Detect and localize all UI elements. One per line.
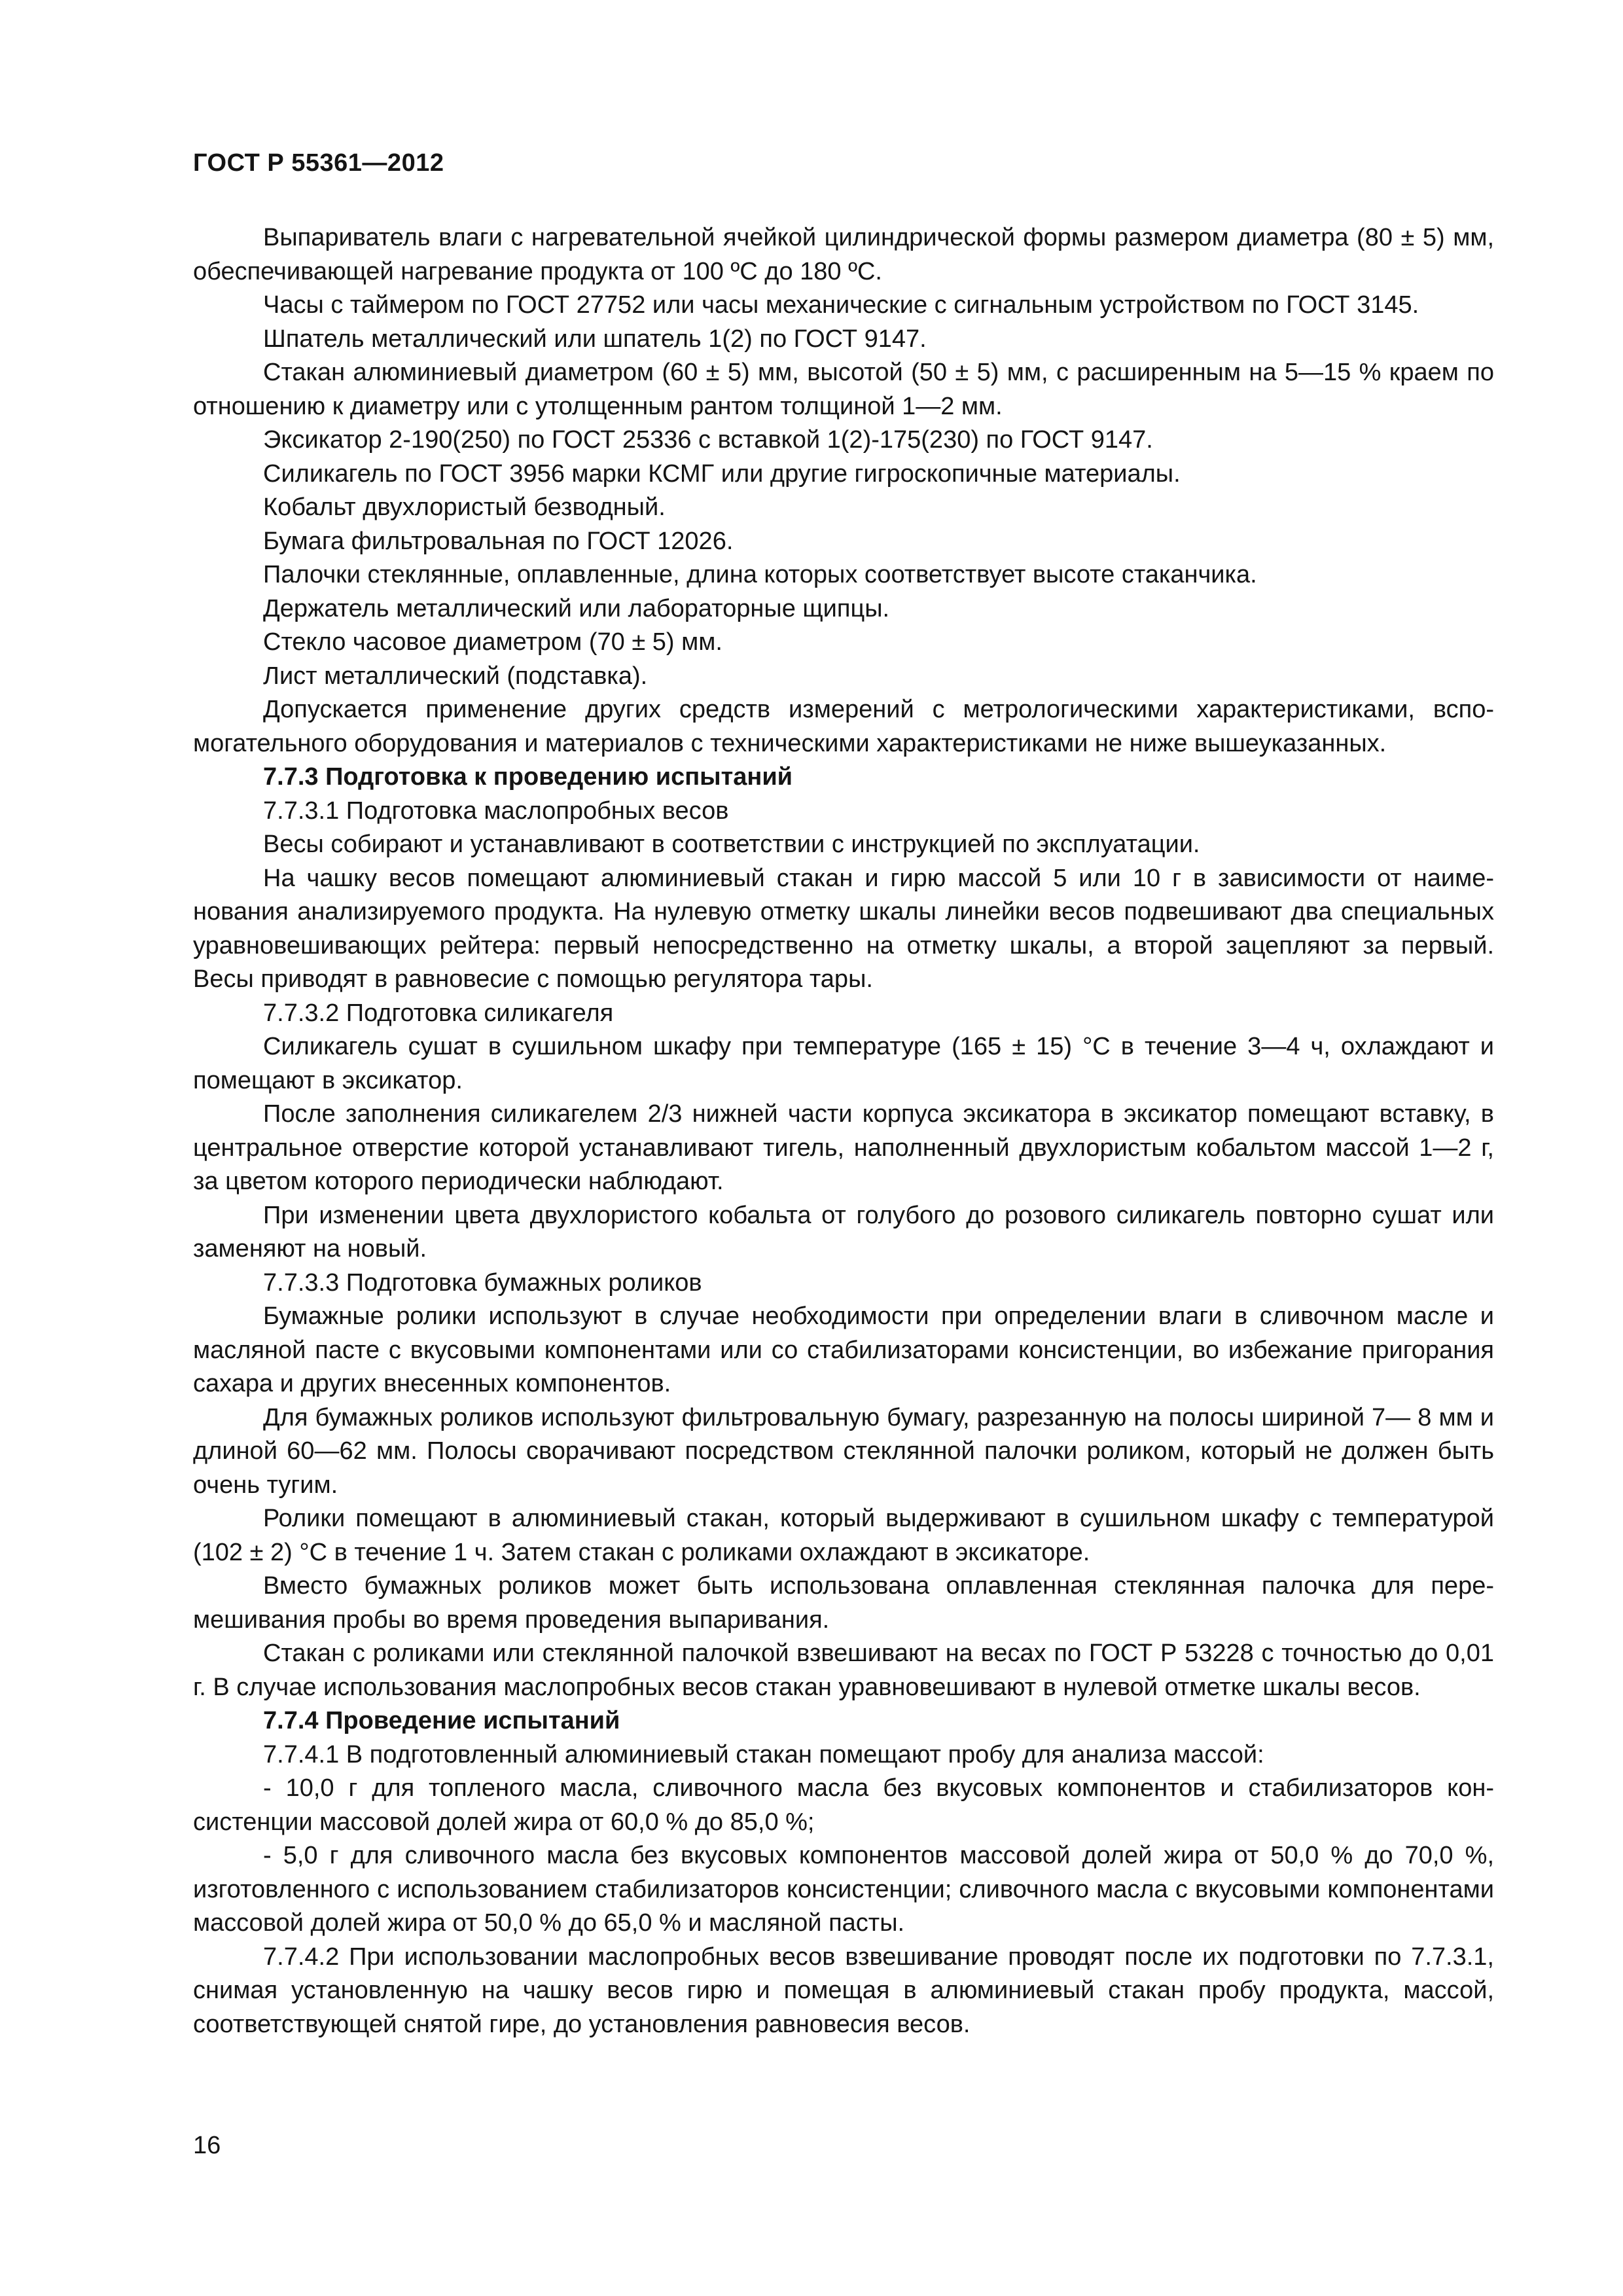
paragraph: 7.7.4.1 В подготовленный алюминиевый стакан помещают пробу для анализа массой: <box>263 1740 1264 1768</box>
paragraph: Ролики помещают в алюминиевый стакан, который выдерживают в сушильном шкафу с температурой (102 ± 2) °С в течение 1 ч. Затем стакан с роликами охлаждают в эксикаторе. <box>193 1505 1494 1566</box>
subsection-heading: 7.7.3.2 Подготовка силикагеля <box>263 999 614 1027</box>
document-header: ГОСТ Р 55361—2012 <box>193 149 444 177</box>
paragraph: Для бумажных роликов используют фильтровальную бумагу, разрезанную на полосы шириной 7— 8 мм и длиной 60—62 мм. Полосы сворачивают посредством стеклянной палочки роликом, который не должен быть очень тугим. <box>193 1403 1494 1499</box>
list-item: - 5,0 г для сливочного масла без вкусовых компонентов массовой долей жира от 50,0 % до 70,0 %, изготовленного с использованием стабилизаторов консистенции; сливочного масла с вкусовыми компонентами массовой долей жира от 50,0 % до 65,0 % и масляной пасты. <box>193 1842 1494 1937</box>
page-number: 16 <box>193 2132 221 2159</box>
paragraph: Эксикатор 2-190(250) по ГОСТ 25336 с вставкой 1(2)-175(230) по ГОСТ 9147. <box>263 426 1153 454</box>
paragraph: Стекло часовое диаметром (70 ± 5) мм. <box>263 628 722 656</box>
paragraph: Допускается применение других средств измерений с метрологическими характеристиками, вспомогательного оборудования и материалов с техническими характеристиками не ниже вышеуказанных. <box>193 696 1494 757</box>
paragraph: Выпариватель влаги с нагревательной ячейкой цилиндрической формы размером диаметра (80 ± 5) мм, обеспечивающей нагревание продукта от 100 ºС до 180 ºС. <box>193 224 1494 285</box>
paragraph: Лист металлический (подставка). <box>263 662 648 690</box>
paragraph: 7.7.4.2 При использовании маслопробных весов взвешивание проводят после их подготовки по 7.7.3.1, снимая установленную на чашку весов гирю и помещая в алюминиевый стакан пробу продукта, массой, соответствующей снятой гире, до установления равновесия весов. <box>193 1943 1494 2038</box>
paragraph: На чашку весов помещают алюминиевый стакан и гирю массой 5 или 10 г в зависимости от наименования анализируемого продукта. На нулевую отметку шкалы линейки весов подвешивают два специальных уравновешивающих рейтера: первый непосредственно на отметку шкалы, а второй зацепляют за первый. Весы приводят в равновесие с помощью регулятора тары. <box>193 864 1494 993</box>
section-heading: 7.7.3 Подготовка к проведению испытаний <box>263 763 793 791</box>
paragraph: Кобальт двухлористый безводный. <box>263 493 666 521</box>
list-item: - 10,0 г для топленого масла, сливочного масла без вкусовых компонентов и стабилизаторов консистенции массовой долей жира от 60,0 % до 85,0 %; <box>193 1774 1494 1836</box>
paragraph: Бумажные ролики используют в случае необходимости при определении влаги в сливочном масле и масляной пасте с вкусовыми компонентами или со стабилизаторами консистенции, во избежание пригорания сахара и других внесенных компонентов. <box>193 1302 1494 1397</box>
paragraph: Часы с таймером по ГОСТ 27752 или часы механические с сигнальным устройством по ГОСТ 3145. <box>263 291 1419 319</box>
paragraph: Палочки стеклянные, оплавленные, длина которых соответствует высоте стаканчика. <box>263 561 1257 588</box>
paragraph: Держатель металлический или лабораторные щипцы. <box>263 594 890 622</box>
paragraph: Весы собирают и устанавливают в соответствии с инструкцией по эксплуатации. <box>263 831 1200 858</box>
paragraph: Стакан с роликами или стеклянной палочкой взвешивают на весах по ГОСТ Р 53228 с точностью до 0,01 г. В случае использования маслопробных весов стакан уравновешивают в нулевой отметке шкалы весов. <box>193 1640 1494 1701</box>
subsection-heading: 7.7.3.1 Подготовка маслопробных весов <box>263 797 729 825</box>
document-body <box>193 221 1494 2041</box>
paragraph: Силикагель по ГОСТ 3956 марки КСМГ или другие гигроскопичные материалы. <box>263 459 1181 488</box>
paragraph: Силикагель сушат в сушильном шкафу при температуре (165 ± 15) °С в течение 3—4 ч, охлаждают и помещают в эксикатор. <box>193 1033 1494 1094</box>
paragraph: Вместо бумажных роликов может быть использована оплавленная стеклянная палочка для перемешивания пробы во время проведения выпаривания. <box>193 1572 1494 1634</box>
paragraph: Бумага фильтровальная по ГОСТ 12026. <box>263 527 734 555</box>
subsection-heading: 7.7.3.3 Подготовка бумажных роликов <box>263 1268 702 1297</box>
paragraph: После заполнения силикагелем 2/3 нижней части корпуса эксикатора в эксикатор помещают вставку, в центральное отверстие которой устанавливают тигель, наполненный двухлористым кобальтом массой 1—2 г, за цветом которого периодически наблюдают. <box>193 1100 1494 1195</box>
paragraph: Стакан алюминиевый диаметром (60 ± 5) мм, высотой (50 ± 5) мм, с расширенным на 5—15 % краем по отношению к диаметру или с утолщенным рантом толщиной 1—2 мм. <box>193 359 1494 420</box>
paragraph: При изменении цвета двухлористого кобальта от голубого до розового силикагель повторно сушат или заменяют на новый. <box>193 1201 1494 1263</box>
section-heading: 7.7.4 Проведение испытаний <box>263 1707 620 1734</box>
paragraph: Шпатель металлический или шпатель 1(2) по ГОСТ 9147. <box>263 325 927 353</box>
